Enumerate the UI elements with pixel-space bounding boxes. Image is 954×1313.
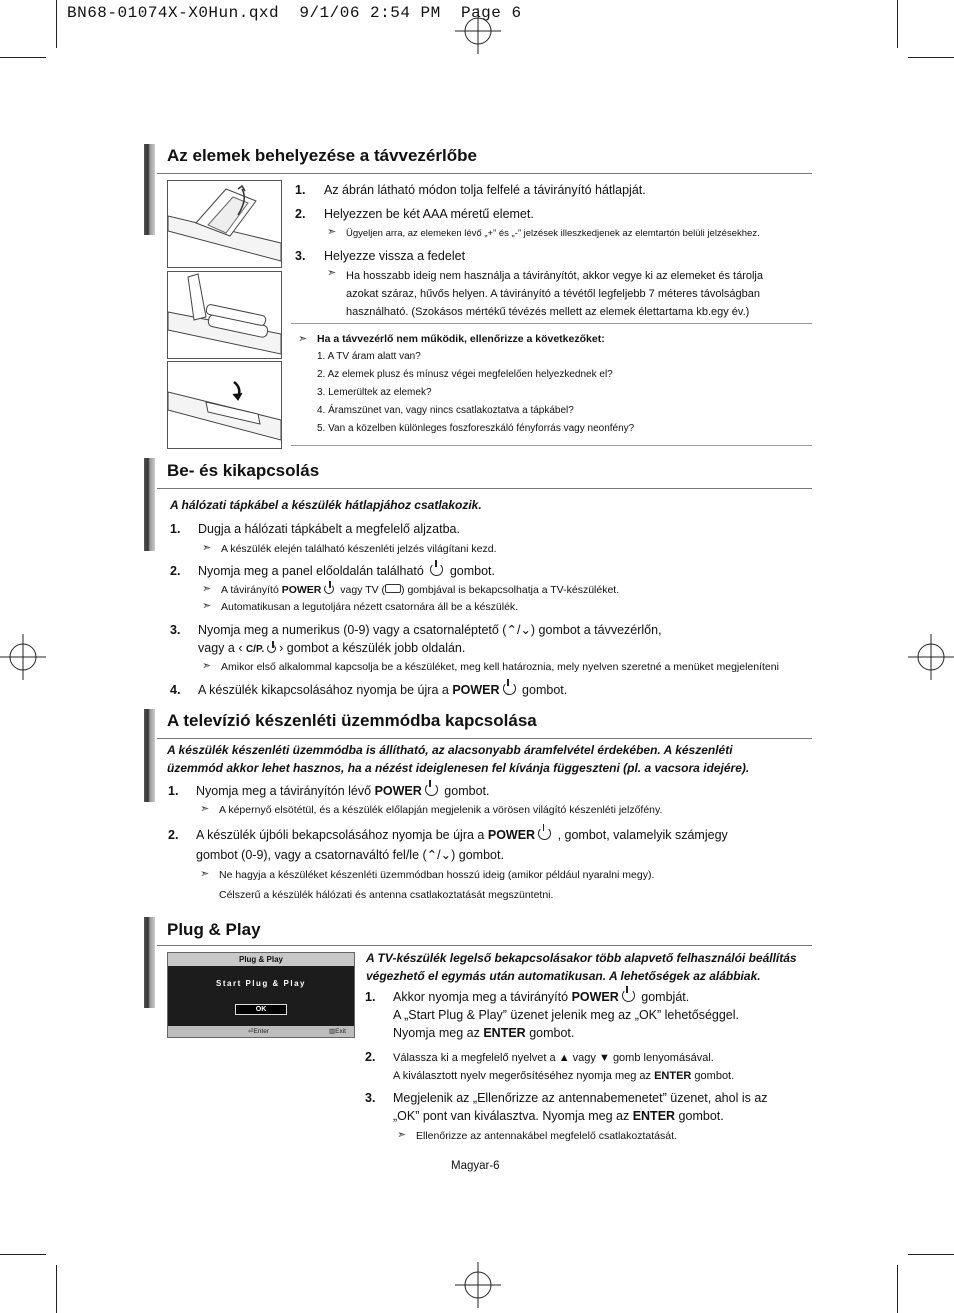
step-text: Helyezze vissza a fedelet: [324, 249, 466, 263]
crop-mark: [908, 1254, 954, 1255]
step-number: 2.: [295, 207, 306, 221]
plug-and-play-osd-screenshot: [167, 952, 355, 1038]
note-text: A képernyő elsötétül, és a készülék előlapján megjelenik a vörösen világító készenléti jelzőfény.: [219, 804, 663, 816]
power-icon: [324, 584, 334, 594]
crop-mark: [56, 1265, 57, 1313]
channel-up-icon: ⌃: [506, 623, 517, 637]
check-title: Ha a távvezérlő nem működik, ellenőrizze a következőket:: [317, 333, 605, 345]
section-bar: [141, 917, 155, 1008]
crop-mark: [56, 0, 57, 48]
registration-mark-icon: [455, 1262, 501, 1308]
step-text: Az ábrán látható módon tolja felfelé a távirányító hátlapját.: [324, 183, 646, 197]
power-icon: [503, 682, 516, 695]
osd-footer: [168, 1026, 354, 1037]
note-arrow-icon: ➣: [202, 583, 212, 595]
step-number: 2.: [365, 1050, 376, 1064]
step-text: Helyezzen be két AAA méretű elemet.: [324, 207, 534, 221]
osd-enter-hint: ⏎Enter: [248, 1028, 269, 1035]
registration-mark-icon: [908, 634, 954, 680]
crop-mark: [0, 1254, 46, 1255]
crop-mark: [897, 1265, 898, 1313]
note-arrow-icon: ➣: [397, 1129, 407, 1141]
step-text: Nyomja meg a távirányítón lévő POWER gombot.: [196, 784, 490, 798]
osd-exit-hint: ▥Exit: [329, 1028, 346, 1035]
note-arrow-icon: ➣: [298, 333, 308, 345]
section-bar: [141, 709, 155, 802]
tv-button-icon: [385, 584, 401, 593]
step-text: Akkor nyomja meg a távirányító POWER gombját.: [393, 990, 690, 1004]
file-header: BN68-01074X-X0Hun.qxd 9/1/06 2:54 PM Page 6: [67, 4, 522, 22]
note-arrow-icon: ➣: [202, 542, 212, 554]
step-text: vagy a ‹ C/P. › gombot a készülék jobb oldalán.: [198, 641, 466, 655]
page-footer: Magyar-6: [451, 1160, 500, 1172]
power-icon: [622, 989, 635, 1002]
step-text: A kiválasztott nyelv megerősítéséhez nyomja meg az ENTER gombot.: [393, 1070, 735, 1082]
step-text: Dugja a hálózati tápkábelt a megfelelő aljzatba.: [198, 522, 460, 536]
step-number: 2.: [168, 828, 179, 842]
check-item: 2. Az elemek plusz és mínusz végei megfelelően helyezkednek el?: [317, 369, 613, 380]
step-number: 1.: [170, 522, 181, 536]
step-text: Nyomja meg az ENTER gombot.: [393, 1026, 575, 1040]
step-number: 3.: [365, 1091, 376, 1105]
step-number: 3.: [170, 623, 181, 637]
osd-title: Plug & Play: [168, 953, 354, 966]
registration-mark-icon: [0, 634, 46, 680]
note-text: Ellenőrizze az antennakábel megfelelő csatlakoztatását.: [416, 1130, 677, 1142]
note-text: Amikor első alkalommal kapcsolja be a készüléket, meg kell határoznia, mely nyelven szeretné a menüket megjeleníteni: [221, 661, 779, 673]
crop-mark: [897, 0, 898, 48]
remote-open-cover-illustration: [167, 180, 282, 268]
osd-ok-button: OK: [235, 1004, 287, 1015]
step-text: A készülék kikapcsolásához nyomja be újra a POWER gombot.: [198, 683, 568, 697]
step-number: 3.: [295, 249, 306, 263]
note-text: Automatikusan a legutoljára nézett csatornára áll be a készülék.: [221, 601, 519, 613]
step-text: „OK” pont van kiválasztva. Nyomja meg az ENTER gombot.: [393, 1109, 724, 1123]
note-text: azokat száraz, hűvős helyen. A távirányító a tévétől legfeljebb 7 méteres távolságban: [346, 288, 760, 300]
step-text: Megjelenik az „Ellenőrizze az antennabemenetet” üzenet, ahol is az: [393, 1091, 768, 1105]
check-item: 5. Van a közelben különleges foszforeszkáló fényforrás vagy neonfény?: [317, 423, 635, 434]
section-title: Az elemek behelyezése a távvezérlőbe: [167, 146, 477, 165]
note-text: A készülék elején található készenléti jelzés világítani kezd.: [221, 543, 497, 555]
note-text: Célszerű a készülék hálózati és antenna csatlakoztatását megszüntetni.: [219, 889, 554, 901]
step-number: 1.: [168, 784, 179, 798]
step-text: Válassza ki a megfelelő nyelvet a ▲ vagy ▼ gomb lenyomásával.: [393, 1052, 714, 1064]
step-number: 1.: [295, 183, 306, 197]
note-text: A távirányító POWER vagy TV ( ) gombjával is bekapcsolhatja a TV-készüléket.: [221, 584, 620, 596]
channel-down-icon: ⌄: [520, 623, 531, 637]
section-intro: A készülék készenléti üzemmódba is állítható, az alacsonyabb áramfelvétel érdekében. A készenléti: [167, 743, 733, 757]
note-text: Ne hagyja a készüléket készenléti üzemmódban hosszú ideig (amikor például nyaralni megy).: [219, 869, 655, 881]
section-intro: A TV-készülék legelső bekapcsolásakor több alapvető felhasználói beállítás: [366, 951, 797, 965]
step-text: A „Start Plug & Play” üzenet jelenik meg az „OK” lehetőséggel.: [393, 1008, 740, 1022]
check-item: 3. Lemerültek az elemek?: [317, 387, 432, 398]
divider: [157, 738, 812, 739]
step-text: Nyomja meg a panel előoldalán található gombot.: [198, 564, 495, 578]
section-title: Be- és kikapcsolás: [167, 461, 320, 480]
power-icon: [425, 783, 438, 796]
divider: [291, 323, 812, 324]
section-title: Plug & Play: [167, 920, 261, 939]
note-arrow-icon: ➣: [202, 600, 212, 612]
note-arrow-icon: ➣: [200, 803, 210, 815]
power-icon: [430, 563, 443, 576]
section-intro: A hálózati tápkábel a készülék hátlapjához csatlakozik.: [170, 498, 482, 512]
channel-up-icon: ⌃: [426, 848, 438, 862]
section-bar: [141, 458, 155, 551]
power-icon: [538, 827, 551, 840]
remote-insert-batteries-illustration: [167, 271, 282, 359]
section-title: A televízió készenléti üzemmódba kapcsolása: [167, 711, 537, 730]
osd-message: Start Plug & Play: [216, 979, 306, 988]
section-intro: üzemmód akkor lehet hasznos, ha a nézést ideiglenesen fel kívánja függeszteni (pl. a vacsora idejére).: [167, 761, 750, 775]
remote-close-cover-illustration: [167, 361, 282, 449]
step-text: Nyomja meg a numerikus (0-9) vagy a csatornaléptető (⌃/⌄) gombot a távvezérlőn,: [198, 623, 662, 637]
crop-mark: [908, 57, 954, 58]
step-number: 2.: [170, 564, 181, 578]
channel-down-icon: ⌄: [440, 848, 452, 862]
arrow-up-icon: ▲: [558, 1052, 570, 1064]
note-arrow-icon: ➣: [327, 226, 337, 238]
section-bar: [141, 144, 155, 235]
power-icon: [267, 644, 276, 653]
check-item: 4. Áramszünet van, vagy nincs csatlakoztatva a tápkábel?: [317, 405, 574, 416]
step-number: 4.: [170, 683, 181, 697]
note-text: használható. (Szokásos mértékű tévézés mellett az elemek élettartama kb.egy év.): [346, 306, 750, 318]
note-arrow-icon: ➣: [202, 660, 212, 672]
note-arrow-icon: ➣: [327, 267, 337, 279]
divider: [157, 488, 812, 489]
arrow-down-icon: ▼: [598, 1052, 610, 1064]
divider: [157, 945, 812, 946]
step-number: 1.: [365, 990, 376, 1004]
note-text: Ha hosszabb ideig nem használja a távirányítót, akkor vegye ki az elemeket és tárolja: [346, 270, 763, 282]
step-text: A készülék újbóli bekapcsolásához nyomja be újra a POWER , gombot, valamelyik számjegy: [196, 828, 728, 842]
section-intro: végezhető el egymás után automatikusan. A lehetőségek az alábbiak.: [366, 969, 761, 983]
step-text: gombot (0-9), vagy a csatornaváltó fel/le (⌃/⌄) gombot.: [196, 848, 504, 862]
note-text: Ügyeljen arra, az elemeken lévő „+” és „-” jelzések illeszkedjenek az elemtartón belüli jelzésekhez.: [346, 228, 760, 239]
divider: [291, 445, 812, 446]
check-item: 1. A TV áram alatt van?: [317, 351, 421, 362]
note-arrow-icon: ➣: [200, 868, 210, 880]
crop-mark: [0, 57, 46, 58]
divider: [157, 173, 812, 174]
